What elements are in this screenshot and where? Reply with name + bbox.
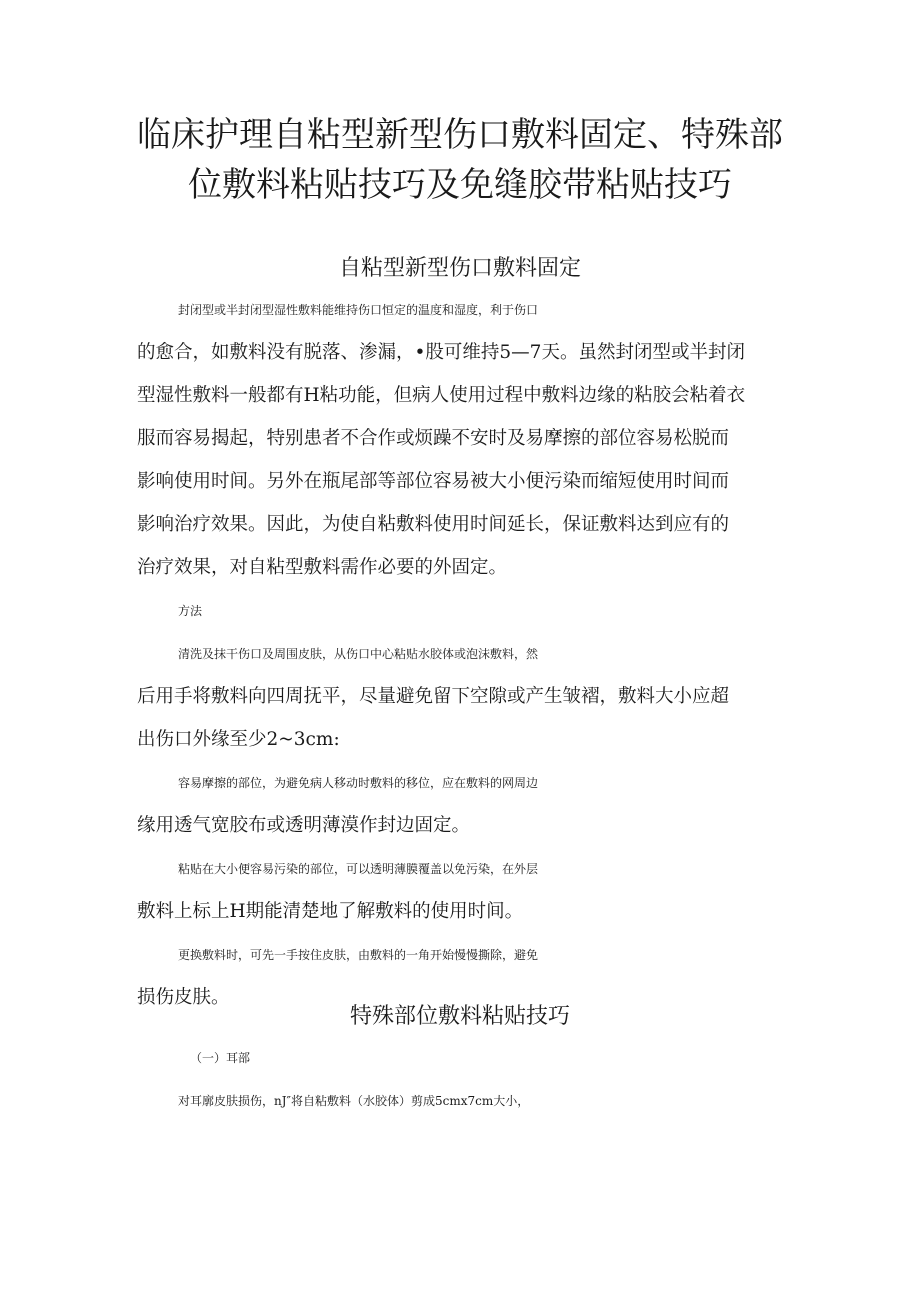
paragraph-line: 封闭型或半封闭型湿性敷料能维持伤口恒定的温度和湿度，利于伤口	[178, 303, 539, 317]
paragraph-line: 型湿性敷料一般都有H粘功能，但病人使用过程中敷料边缘的粘胶会粘着衣	[137, 385, 746, 406]
section-heading-dressing-fixation: 自粘型新型伤口敷料固定	[338, 256, 581, 281]
paragraph-line: 敷料上标上H期能清楚地了解敷料的使用时间。	[137, 901, 524, 922]
paragraph-line: 后用手将敷料向四周抚平，尽量避免留下空隙或产生皱褶，敷料大小应超	[137, 686, 730, 707]
paragraph-line: 服而容易揭起，特别患者不合作或烦躁不安时及易摩擦的部位容易松脱而	[137, 428, 730, 449]
paragraph-line: 出伤口外缘至少2~3cm:	[137, 729, 340, 750]
method-label: 方法	[178, 604, 203, 618]
paragraph-line: 粘贴在大小便容易污染的部位，可以透明薄膜覆盖以免污染，在外层	[178, 862, 539, 876]
paragraph-line: 影响使用时间。另外在瓶尾部等部位容易被大小便污染而缩短使用时间而	[137, 471, 730, 492]
document-title-line-1: 临床护理自粘型新型伤口敷料固定、特殊部	[137, 115, 783, 155]
paragraph-line: 治疗效果，对自粘型敷料需作必要的外固定。	[137, 557, 508, 578]
paragraph-line: 清洗及抹干伤口及周围皮肤，从伤口中心粘贴水胶体或泡沫敷料，然	[178, 647, 539, 661]
subheading-ear: （一）耳部	[190, 1051, 251, 1065]
paragraph-line: 的愈合，如敷料没有脱落、渗漏，•股可维持5—7天。虽然封闭型或半封闭	[137, 342, 745, 363]
paragraph-line: 缘用透气宽胶布或透明薄漠作封边固定。	[137, 815, 471, 836]
paragraph-line: 损伤皮肤。	[137, 987, 230, 1008]
paragraph-line: 对耳廓皮肤损伤，nJ″将自粘敷料（水胶体）剪成5cmx7cm大小，	[178, 1094, 530, 1108]
paragraph-line: 影响治疗效果。因此，为使自粘敷料使用时间延长，保证敷料达到应有的	[137, 514, 730, 535]
paragraph-line: 容易摩擦的部位，为避免病人移动时敷料的移位，应在敷料的网周边	[178, 776, 539, 790]
document-title-line-2: 位敷料粘贴技巧及免缝胶带粘贴技巧	[188, 165, 732, 205]
paragraph-line: 更换敷料时，可先一手按住皮肤，由敷料的一角开始慢慢撕除，避免	[178, 948, 539, 962]
section-heading-special-sites: 特殊部位敷料粘贴技巧	[349, 1004, 570, 1029]
